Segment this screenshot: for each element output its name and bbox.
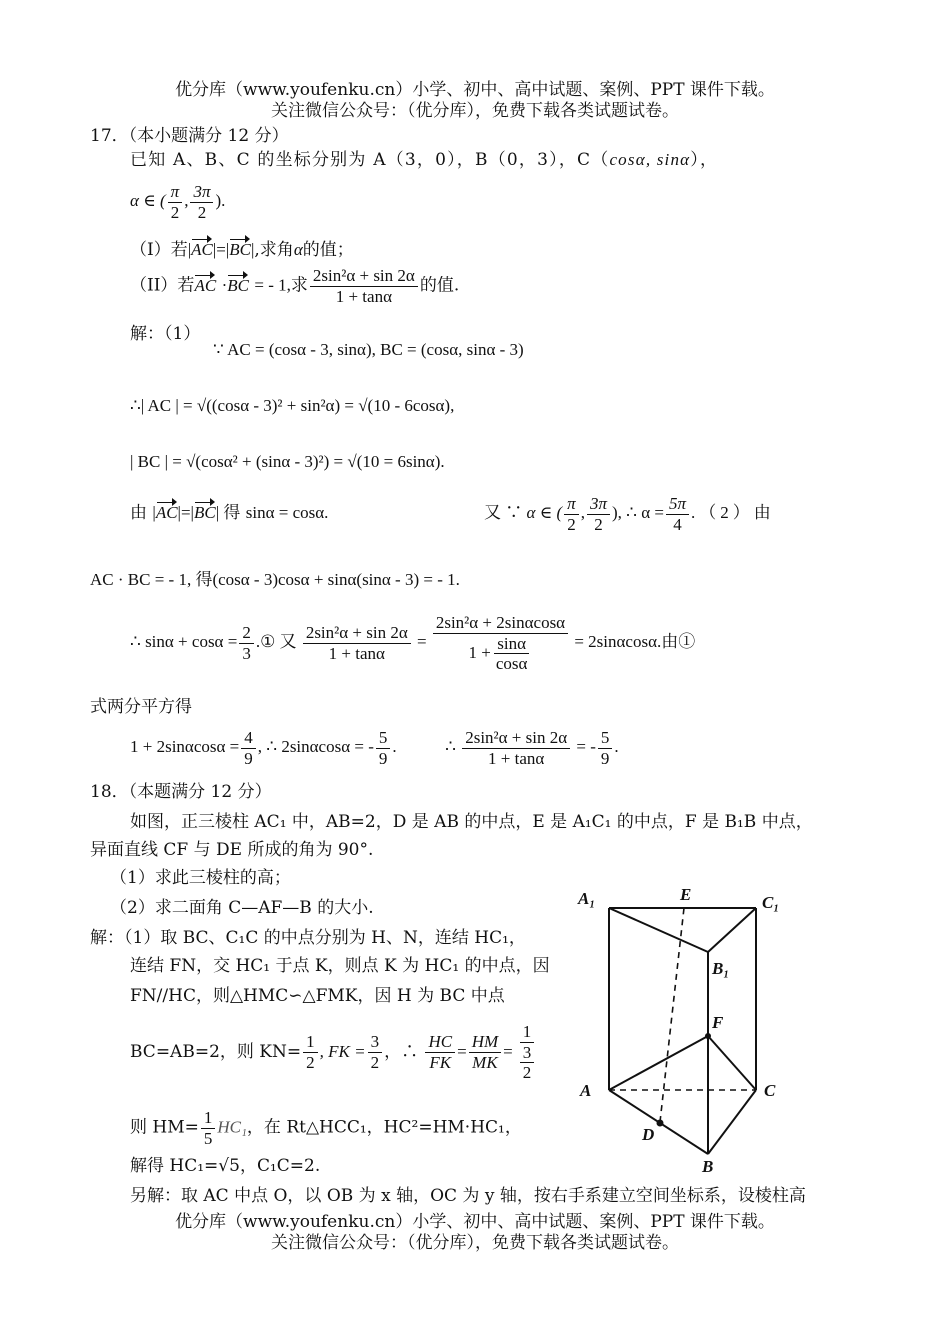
footer-line-1: 优分库（www.youfenku.cn）小学、初中、高中试题、案例、PPT 课件下载。 [175,1212,775,1232]
q17-sol-line7: 式两分平方得 [90,697,192,717]
q17-sol-line5: AC · BC = - 1, 得(cosα - 3)cosα + sinα(sinα - 3) = - 1. [90,570,460,589]
eq: = [457,1041,467,1061]
frac-den: 2 [306,1052,315,1072]
q17-part2-a: （II）若 [130,275,195,296]
q17-stem-text: 已知 A、B、C 的坐标分别为 A（3，0），B（0，3），C（ [130,150,610,170]
frac-den: 4 [673,514,682,534]
q17-expr-frac [303,623,411,663]
q17-sol-line4-right: 又 ∵ α ∈ ( $\frac{\pi}{2}$ , $\frac{3\pi}{2}$ ), ∴ α = $\frac{5\pi}{4}$ .（2）由 [484,494,775,534]
q17-sol4-b: 得 [223,503,241,523]
q17-sol6-a: ∴ sinα + cosα = [130,632,238,652]
frac-num: 1 [303,1032,318,1053]
q17-sol8-f: . [614,736,619,756]
header-line-1: 优分库（www.youfenku.cn）小学、初中、高中试题、案例、PPT 课件下载。 [175,80,775,100]
q17-frac-den: 2 [197,202,207,222]
prism-figure [574,878,788,1176]
q17-sol8-c: . [392,736,397,756]
label-b: B [702,1157,714,1176]
label-a1: A₁ [578,889,596,908]
frac-den: 1 + tanα [488,748,545,768]
point-f [705,1033,711,1039]
frac-num: 5 [598,728,613,749]
q17-frac-num: 3π [190,182,213,203]
label-e: E [680,885,692,904]
eq: = [417,632,427,652]
frac-num: 1 [520,1022,535,1043]
frac-3pi-2 [587,494,610,534]
q18-sol4 [130,1022,541,1083]
q17-alpha-prefix: α ∈ ( [130,190,166,210]
q17-frac-big [433,613,568,674]
q17-frac-den: 2 [170,202,180,222]
frac-1-3over2 [515,1022,540,1083]
q17-sol4-c: sinα = cosα. [245,503,329,522]
q17-sol8-e: = - [576,736,596,756]
frac-hm-mk [469,1032,501,1072]
q17-alpha: α [293,240,303,259]
label-c: C [764,1081,776,1100]
frac-num: 2 [239,623,254,644]
q17-expr-num: 2sin²α + sin 2α [310,266,418,287]
frac-num: 5 [376,728,391,749]
q17-expr-frac [462,728,570,768]
q17-alpha-suffix: ). [215,190,226,210]
frac-num: 2sin²α + sin 2α [462,728,570,749]
q17-frac-num: π [168,182,183,203]
q18-stem2: 异面直线 CF 与 DE 所成的角为 90°. [90,840,374,860]
label-b1: B₁ [712,959,730,978]
q17-part2-eq: = - 1,求 [254,275,308,295]
label-f: F [712,1013,724,1032]
q17-sol6-c: = 2sinαcosα. [574,632,662,652]
frac-den: 3 [242,643,251,663]
frac-den: 2 [370,1052,380,1072]
frac-5-9 [376,728,391,768]
q17-sol6-d: 由① [661,632,696,653]
header-line-2: 关注微信公众号：（优分库），免费下载各类试题试卷。 [271,101,679,121]
frac-den-a: 1 + [468,642,491,662]
q17-stem [130,150,718,170]
point-d [657,1120,664,1127]
q17-part1: （I）若|AC|=|BC|,求角α的值； [130,237,354,260]
q18-stem1: 如图，正三棱柱 AC₁ 中，AB=2，D 是 AB 的中点，E 是 A₁C₁ 的中点，F 是 B₁B 中点， [130,812,813,832]
q17-part2 [130,266,459,306]
frac-3-2 [368,1032,383,1072]
q18-sol3: FN//HC，则△HMC∽△FMK，因 H 为 BC 中点 [130,986,505,1006]
q18-q2: （2）求二面角 C—AF—B 的大小. [110,898,374,918]
label-c1: C₁ [762,893,780,912]
vec-bc: BC [194,500,216,523]
q17-sol-line6 [130,613,695,674]
q17-sol-line1: ∵ AC = (cosα - 3, sinα), BC = (cosα, sinα - 3) [213,340,524,359]
q17-alpha-range: α ∈ ( $\frac{\pi}{2}$ , $\frac{3\pi}{2}$ ). [130,182,226,222]
q17-sol-line8 [130,728,619,768]
frac-num: 2sin²α + 2sinαcosα [433,613,568,634]
frac-num: HC [425,1032,455,1053]
frac-num: π [564,494,579,515]
frac-den: cosα [495,654,528,674]
vec-ac: AC [156,500,178,523]
edge-c-b [708,1090,756,1154]
frac-den: FK [429,1052,452,1072]
q17-stem-end: ）， [690,150,719,170]
frac-den [466,634,536,674]
frac-2-3 [239,623,254,663]
frac-num: 4 [241,728,256,749]
q18-sol4-b: ，∴ [384,1041,419,1062]
frac-num: 5π [666,494,689,515]
q17-part1-b: ,求角 [254,240,294,260]
segment-c-f [708,1036,756,1090]
q17-part2-c: 的值. [419,275,460,296]
q18-sol4-a: BC=AB=2，则 KN= [130,1041,302,1062]
frac-num: 1 [201,1108,216,1129]
eq: = [503,1041,513,1061]
segment-a-f [609,1036,708,1090]
frac-den [515,1043,540,1083]
frac-3-2 [520,1043,535,1083]
frac-den: 2 [522,1063,532,1083]
frac-5-9 [598,728,613,768]
vec-bc: BC [229,237,251,260]
frac-num: 3 [520,1043,535,1064]
q17-sol-line2: ∴| AC | = √((cosα - 3)² + sin²α) = √(10 - 6cosα), [130,396,455,415]
frac-den: 9 [600,748,610,768]
frac-num: 3 [368,1032,383,1053]
q18-sol5-b: ，在 Rt△HCC₁，HC²=HM·HC₁， [246,1117,522,1138]
frac-num: HM [469,1032,501,1053]
q18-sol5-a: 则 HM= [130,1117,199,1138]
q17-sol4-g: .（2）由 [691,502,775,522]
label-d: D [642,1125,655,1144]
q18-sol1: 解：（1）取 BC、C₁C 的中点分别为 H、N，连结 HC₁， [90,928,526,948]
q17-sol4-f: ), ∴ α = [611,502,664,522]
frac-den: 9 [244,748,253,768]
q18-sol5 [130,1108,522,1148]
q17-title: 17．（本小题满分 12 分） [90,126,289,146]
q17-sol4-e: α ∈ ( [526,502,563,522]
dot: · [221,275,228,295]
q17-part1-c: 的值； [302,240,354,260]
q17-part1-a: （I）若 [130,240,188,260]
frac-sin-cos [493,634,531,674]
frac-num: sinα [494,634,529,655]
frac-1-2 [303,1032,318,1072]
q17-frac-pi-2 [168,182,183,222]
q18-sol4-fk: , FK = [319,1041,366,1061]
edge-c1-b1 [708,908,756,952]
q17-sol8-d: ∴ [445,736,456,756]
frac-1-5 [201,1108,216,1148]
q17-expr-den: 1 + tanα [335,286,392,306]
frac-pi-2 [564,494,579,534]
footer-line-2: 关注微信公众号：（优分库），免费下载各类试题试卷。 [271,1233,679,1253]
frac-den: 5 [203,1128,213,1148]
frac-num: 2sin²α + sin 2α [303,623,411,644]
label-a: A [580,1081,592,1100]
q17-sol-line4: 由 |AC|=|BC| 得 sinα = cosα. [130,500,328,523]
edge-a1-b1 [609,908,708,952]
q18-sol2: 连结 FN，交 HC₁ 于点 K，则点 K 为 HC₁ 的中点，因 [130,956,550,976]
frac-num: 3π [587,494,610,515]
frac-den: 2 [594,514,603,534]
frac-5pi-4 [666,494,689,534]
frac-4-9 [241,728,256,768]
q17-sol4-a: 由 [130,503,147,523]
vec-bc: BC [227,273,249,296]
q18-alt: 另解：取 AC 中点 O，以 OB 为 x 轴，OC 为 y 轴，按右手系建立空间坐标系，设棱柱高 [130,1186,806,1206]
q18-title: 18．（本题满分 12 分） [90,782,272,802]
vec-ac: AC [191,237,213,260]
q18-hc1: HC₁ [217,1117,247,1137]
frac-hc-fk [425,1032,455,1072]
q17-sol-line3: | BC | = √(cosα² + (sinα - 3)²) = √(10 = 6sinα). [130,452,445,471]
frac-den: 9 [378,748,388,768]
q17-sol4-d: 又 ∵ [484,502,523,522]
q17-sol8-a: 1 + 2sinαcosα = [130,736,240,756]
q18-sol6: 解得 HC₁=√5，C₁C=2. [130,1156,321,1176]
frac-den: MK [472,1052,498,1072]
q17-sol8-b: , ∴ 2sinαcosα = - [257,736,374,756]
q17-stem-c: cosα, sinα [609,150,691,169]
q17-frac-3pi-2 [190,182,213,222]
q17-sol6-b: .① 又 [255,632,297,652]
q17-sol-label: 解：（1） [130,324,201,344]
q18-q1: （1）求此三棱柱的高； [110,868,291,888]
frac-den: 1 + tanα [328,643,385,663]
frac-den: 2 [567,514,576,534]
vec-ac: AC [194,273,216,296]
q17-expr-frac [310,266,418,306]
